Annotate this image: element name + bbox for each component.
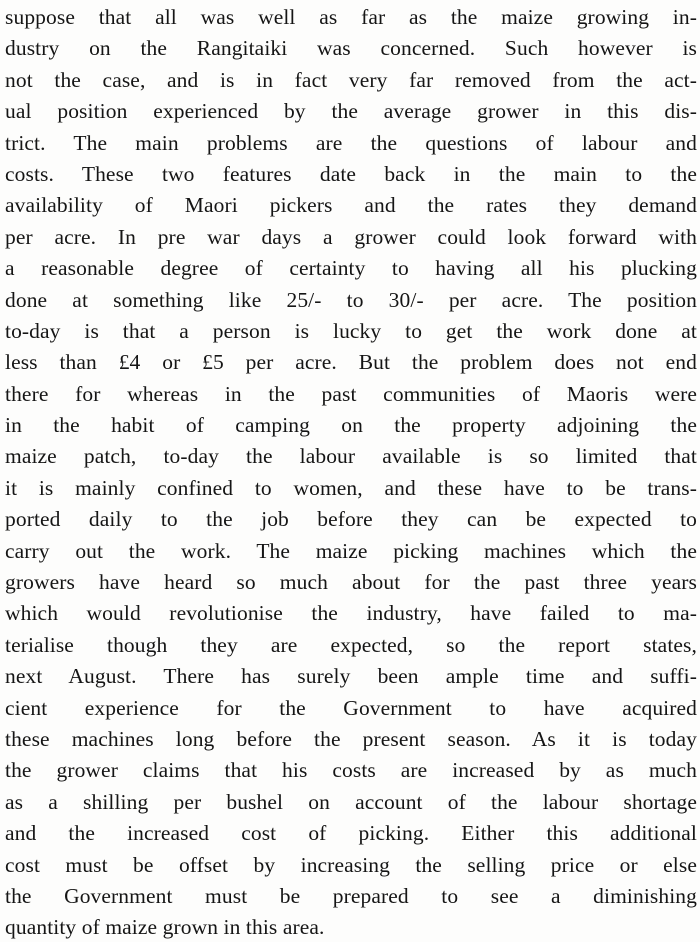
text-line-final: quantity of maize grown in this area. <box>5 915 325 940</box>
text-line: suppose that all was well as far as the maize growing in- <box>5 5 697 29</box>
text-line: cient experience for the Government to have acquired <box>5 695 697 720</box>
text-line: these machines long before the present season. As it is today <box>5 726 697 751</box>
text-line: costs. These two features date back in the main to the <box>5 161 697 186</box>
text-line: and the increased cost of picking. Either this additional <box>5 821 697 846</box>
text-line: per acre. In pre war days a grower could look forward with <box>5 224 697 249</box>
text-line: as a shilling per bushel on account of the labour shortage <box>5 789 697 814</box>
text-line: which would revolutionise the industry, have failed to ma- <box>5 601 697 626</box>
text-line: the grower claims that his costs are increased by as much <box>5 758 697 783</box>
text-line: carry out the work. The maize picking machines which the <box>5 538 697 563</box>
text-line: availability of Maori pickers and the rates they demand <box>5 193 697 218</box>
text-line: trict. The main problems are the questions of labour and <box>5 130 697 155</box>
article-body <box>5 2 697 944</box>
text-line: a reasonable degree of certainty to having all his plucking <box>5 256 697 281</box>
text-line: the Government must be prepared to see a diminishing <box>5 883 697 908</box>
text-line: cost must be offset by increasing the selling price or else <box>5 852 697 877</box>
text-line: ported daily to the job before they can be expected to <box>5 507 697 532</box>
text-line: maize patch, to-day the labour available is so limited that <box>5 444 697 469</box>
text-line: there for whereas in the past communities of Maoris were <box>5 381 697 406</box>
text-line: to-day is that a person is lucky to get the work done at <box>5 318 697 343</box>
text-line: in the habit of camping on the property adjoining the <box>5 413 697 438</box>
text-line: done at something like 25/- to 30/- per acre. The position <box>5 287 697 312</box>
text-line: less than £4 or £5 per acre. But the problem does not end <box>5 350 697 375</box>
text-line: it is mainly confined to women, and these have to be trans- <box>5 475 697 500</box>
text-line: next August. There has surely been ample time and suffi- <box>5 664 697 689</box>
text-line: dustry on the Rangitaiki was concerned. Such however is <box>5 36 697 61</box>
text-line: ual position experienced by the average grower in this dis- <box>5 99 697 124</box>
text-line: not the case, and is in fact very far removed from the act- <box>5 67 697 92</box>
text-line: growers have heard so much about for the past three years <box>5 570 697 595</box>
text-line: terialise though they are expected, so the report states, <box>5 632 697 657</box>
